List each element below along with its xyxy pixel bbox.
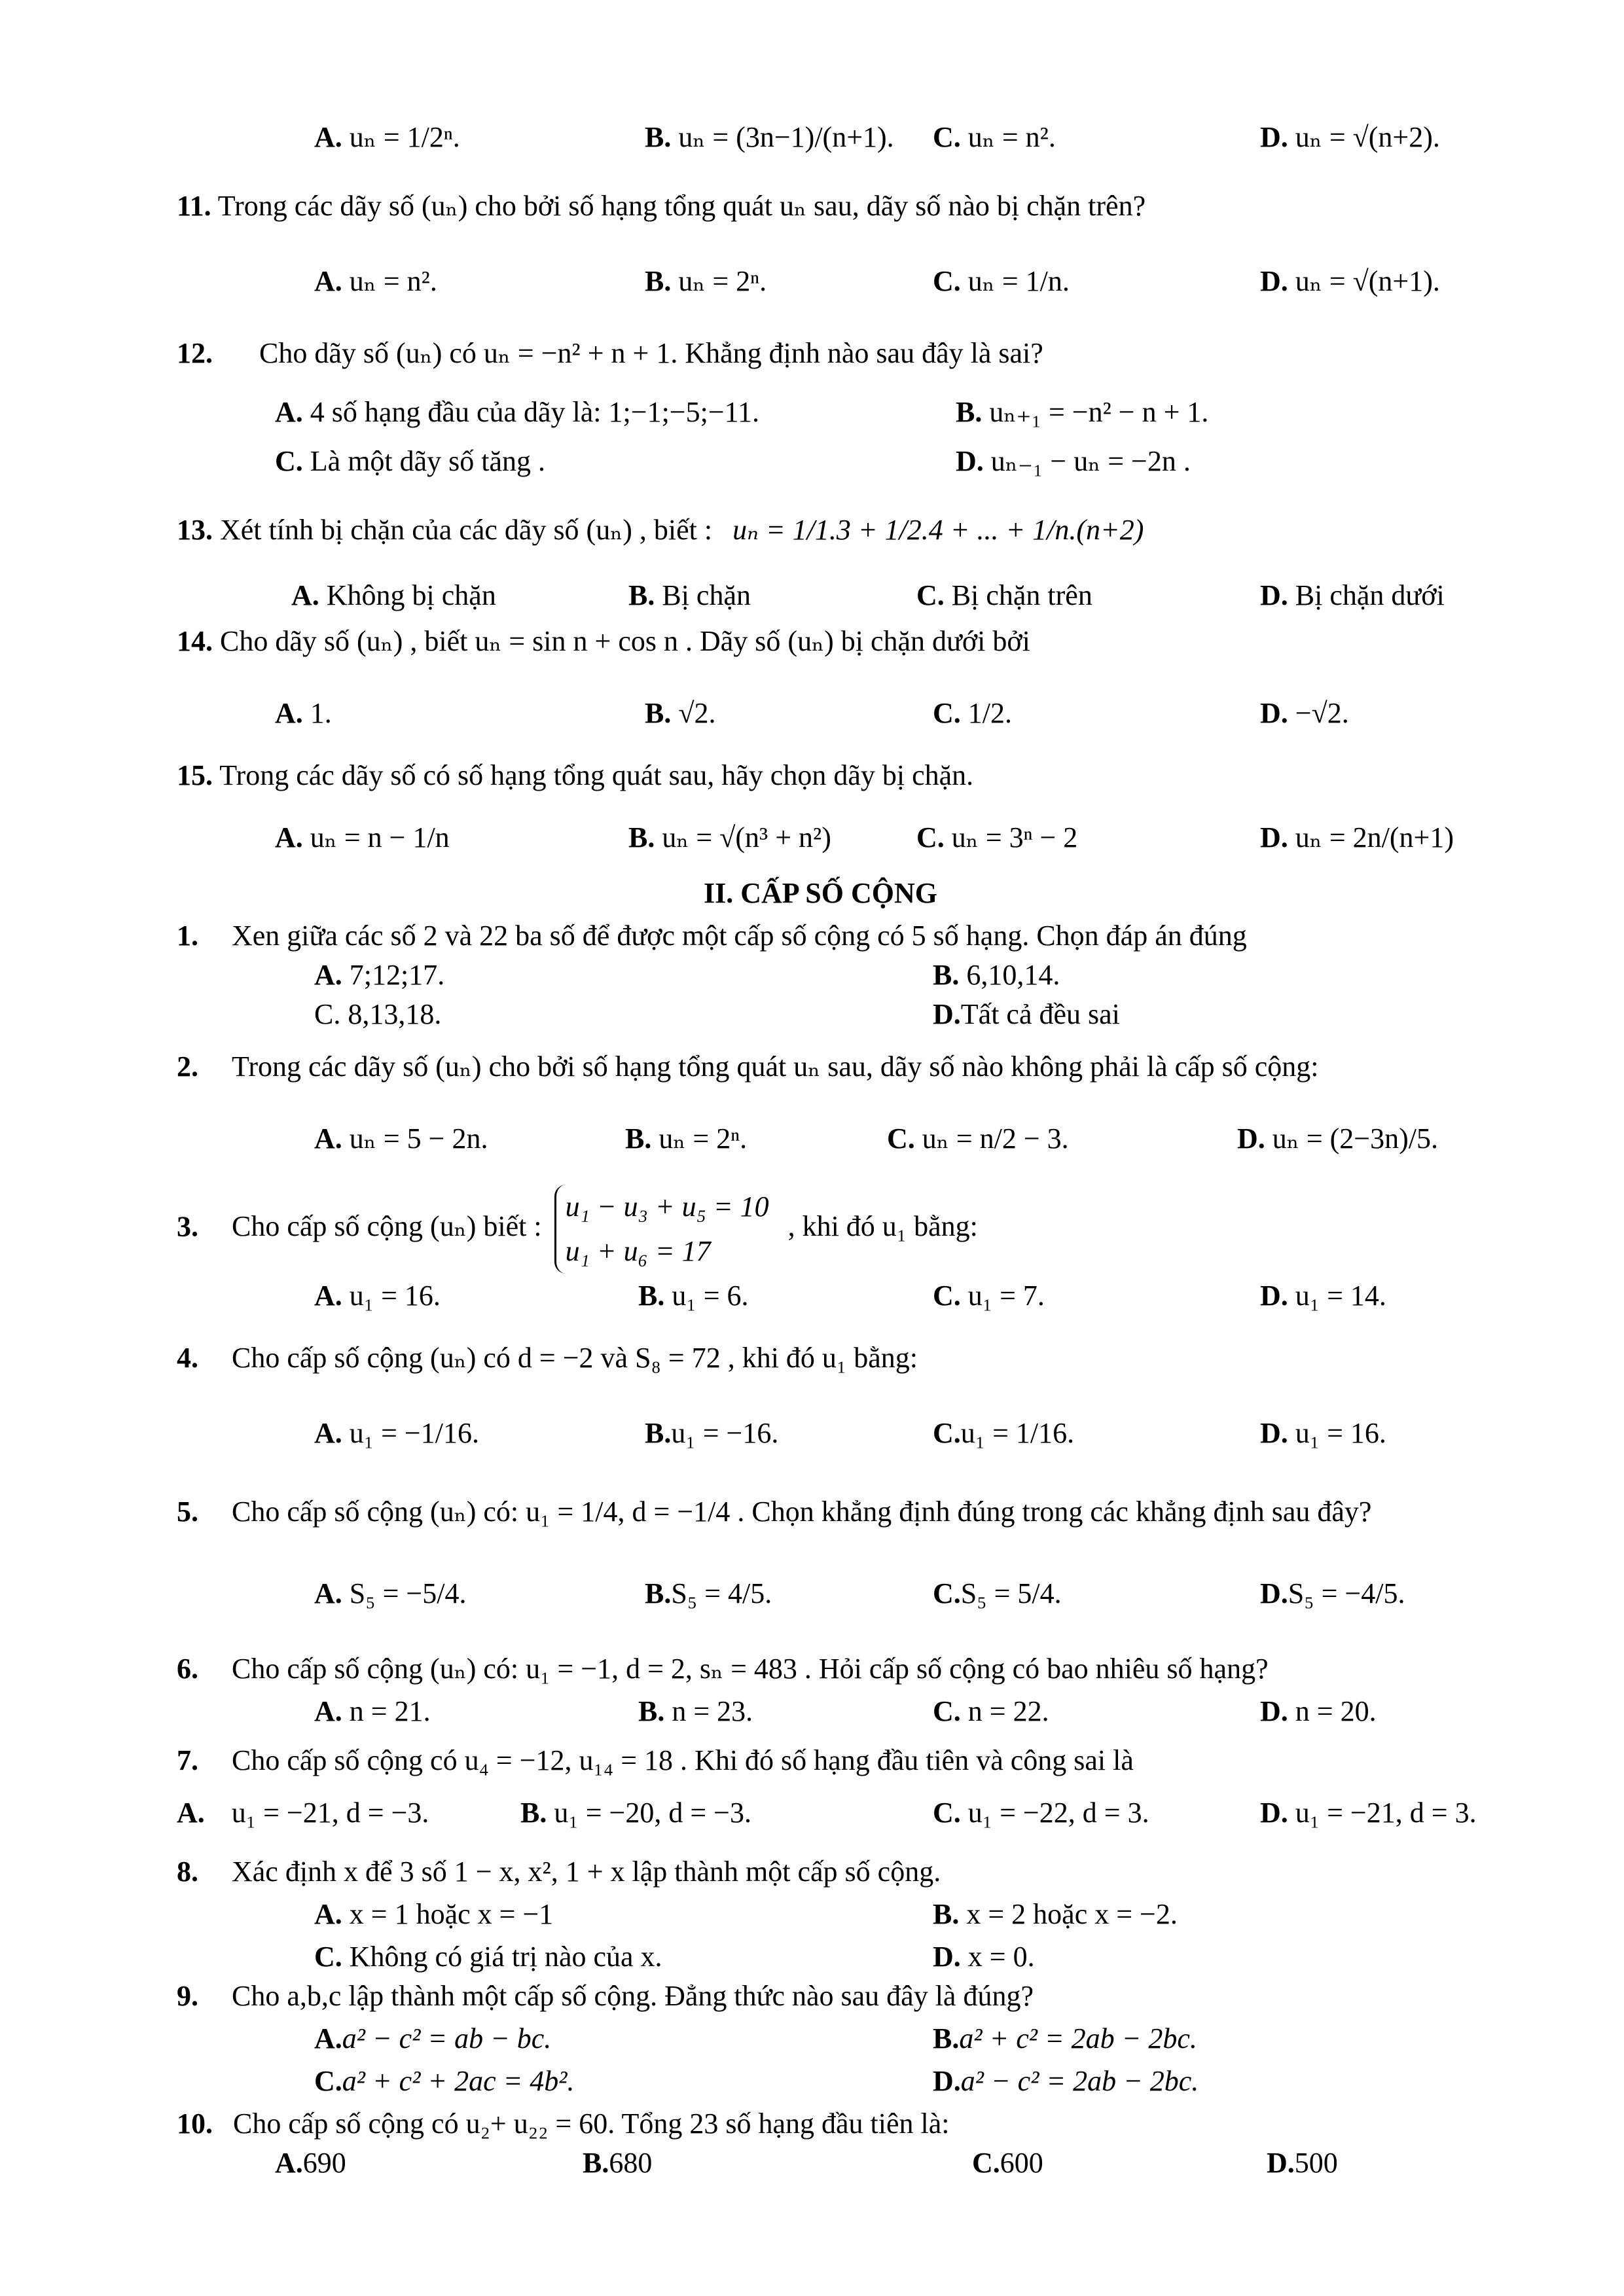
option-a: A.690: [275, 2147, 346, 2179]
option-c-text: n = 22.: [967, 1695, 1049, 1727]
option-c: C. u₁ = −22, d = 3.: [933, 1797, 1149, 1829]
equation-line-1: u₁ − u₃ + u₅ = 10: [565, 1191, 769, 1223]
option-b-text: Bị chặn: [662, 579, 751, 611]
question-12: 12. Cho dãy số (uₙ) có uₙ = −n² + n + 1. Khẳng định nào sau đây là sai?: [177, 337, 1043, 369]
option-c-text: 1/2.: [967, 697, 1013, 729]
option-b: B. u₁ = −20, d = −3.: [520, 1797, 751, 1829]
question-13: 13. Xét tính bị chặn của các dãy số (uₙ) , biết : uₙ = 1/1.3 + 1/2.4 + ... + 1/n.(n+2): [177, 514, 1144, 546]
question-14: 14. Cho dãy số (uₙ) , biết uₙ = sin n + cos n . Dãy số (uₙ) bị chặn dưới bởi: [177, 625, 1030, 657]
option-b-text: uₙ = √(n³ + n²): [662, 821, 831, 853]
option-b-text: uₙ = (3n−1)/(n+1).: [678, 121, 894, 153]
question-3: 3. Cho cấp số cộng (uₙ) biết : u₁ − u₃ + u₅ = 10 u₁ + u₆ = 17 , khi đó u₁ bằng:: [177, 1185, 978, 1274]
question-text: Cho cấp số cộng (uₙ) biết :: [232, 1210, 542, 1243]
option-b: B. u₁ = 6.: [638, 1280, 749, 1312]
option-b: B.S₅ = 4/5.: [645, 1577, 772, 1609]
option-d-text: a² − c² = 2ab − 2bc.: [960, 2065, 1199, 2097]
option-b: B.u₁ = −16.: [645, 1417, 779, 1449]
option-b: B.680: [583, 2147, 653, 2179]
question-text: Cho a,b,c lập thành một cấp số cộng. Đẳng thức nào sau đây là đúng?: [232, 1980, 1034, 2012]
option-b: B. Bị chặn: [628, 579, 751, 611]
question-1: 1. Xen giữa các số 2 và 22 ba số để được một cấp số cộng có 5 số hạng. Chọn đáp án đúng: [177, 920, 1247, 952]
option-c: C. 8,13,18.: [314, 998, 442, 1030]
option-a-text: n = 21.: [349, 1695, 431, 1727]
question-text: Trong các dãy số có số hạng tổng quát sau, hãy chọn dãy bị chặn.: [219, 759, 974, 791]
option-c: C. uₙ = 1/n.: [933, 265, 1070, 297]
option-c: C.S₅ = 5/4.: [933, 1577, 1062, 1609]
option-a: A. x = 1 hoặc x = −1: [314, 1898, 554, 1930]
option-a-text: uₙ = 1/2ⁿ.: [349, 121, 460, 153]
option-c-text: a² + c² + 2ac = 4b².: [342, 2065, 575, 2097]
option-a-text: 4 số hạng đầu của dãy là: 1;−1;−5;−11.: [310, 396, 760, 428]
option-c-text: uₙ = 1/n.: [967, 265, 1070, 297]
option-d: D. uₙ = 2n/(n+1): [1260, 821, 1454, 853]
option-d: D. u₁ = 16.: [1260, 1417, 1386, 1449]
option-d: D.a² − c² = 2ab − 2bc.: [933, 2065, 1199, 2097]
option-a: A. 1.: [275, 697, 332, 729]
option-a-text: 7;12;17.: [349, 959, 445, 991]
option-a: A. u₁ = 16.: [314, 1280, 441, 1312]
option-b-text: n = 23.: [672, 1695, 753, 1727]
option-d-text: uₙ₋₁ − uₙ = −2n .: [990, 445, 1191, 477]
option-a: A. S₅ = −5/4.: [314, 1577, 467, 1609]
option-c-text: Là một dãy số tăng .: [310, 445, 546, 477]
option-b-text: 6,10,14.: [966, 959, 1060, 991]
question-text: Trong các dãy số (uₙ) cho bởi số hạng tổng quát uₙ sau, dãy số nào bị chặn trên?: [217, 190, 1146, 222]
option-d-text: S₅ = −4/5.: [1288, 1577, 1405, 1609]
option-d-text: uₙ = 2n/(n+1): [1295, 821, 1454, 853]
question-6: 6. Cho cấp số cộng (uₙ) có: u₁ = −1, d = 2, sₙ = 483 . Hỏi cấp số cộng có bao nhiêu số hạng?: [177, 1653, 1269, 1685]
option-a: A. Không bị chặn: [291, 579, 496, 611]
option-c: C. 1/2.: [933, 697, 1013, 729]
option-b: B. 6,10,14.: [933, 959, 1060, 991]
option-b: B. uₙ = √(n³ + n²): [628, 821, 831, 853]
question-4: 4. Cho cấp số cộng (uₙ) có d = −2 và S₈ = 72 , khi đó u₁ bằng:: [177, 1342, 918, 1374]
option-a-text: S₅ = −5/4.: [349, 1577, 467, 1609]
option-c-text: uₙ = n/2 − 3.: [922, 1122, 1069, 1155]
option-c: C. uₙ = 3ⁿ − 2: [916, 821, 1078, 853]
option-a: A. uₙ = 1/2ⁿ.: [314, 121, 460, 153]
option-b-text: uₙ = 2ⁿ.: [659, 1122, 748, 1155]
question-text: Xét tính bị chặn của các dãy số (uₙ) , biết :: [220, 514, 713, 546]
question-text: Cho cấp số cộng (uₙ) có: u₁ = −1, d = 2, sₙ = 483 . Hỏi cấp số cộng có bao nhiêu số hạng?: [232, 1653, 1269, 1685]
option-c: C. n = 22.: [933, 1695, 1049, 1727]
question-15: 15. Trong các dãy số có số hạng tổng quát sau, hãy chọn dãy bị chặn.: [177, 759, 974, 791]
option-b-text: u₁ = −20, d = −3.: [554, 1797, 751, 1829]
question-text: Cho dãy số (uₙ) có uₙ = −n² + n + 1. Khẳng định nào sau đây là sai?: [259, 337, 1043, 369]
question-text: Cho dãy số (uₙ) , biết uₙ = sin n + cos n . Dãy số (uₙ) bị chặn dưới bởi: [220, 625, 1030, 657]
section-title: II. CẤP SỐ CỘNG: [704, 877, 937, 909]
option-c: C. uₙ = n².: [933, 121, 1056, 153]
option-d-text: 500: [1294, 2147, 1338, 2179]
option-b-text: S₅ = 4/5.: [671, 1577, 772, 1609]
option-a: A. 4 số hạng đầu của dãy là: 1;−1;−5;−11.: [275, 396, 760, 428]
option-b-text: u₁ = 6.: [672, 1280, 749, 1312]
option-a: A. u₁ = −21, d = −3.: [177, 1797, 429, 1829]
option-b: B. x = 2 hoặc x = −2.: [933, 1898, 1178, 1930]
option-b: B. uₙ = 2ⁿ.: [645, 265, 767, 297]
option-b-text: uₙ = 2ⁿ.: [678, 265, 767, 297]
equation-system: [554, 1185, 769, 1274]
option-d: D. u₁ = −21, d = 3.: [1260, 1797, 1477, 1829]
option-b: B. n = 23.: [638, 1695, 753, 1727]
option-d: D. uₙ = √(n+1).: [1260, 265, 1440, 297]
option-d: D. x = 0.: [933, 1941, 1035, 1973]
option-b-text: u₁ = −16.: [671, 1417, 779, 1449]
option-c-text: u₁ = −22, d = 3.: [967, 1797, 1149, 1829]
option-c: C. uₙ = n/2 − 3.: [887, 1122, 1069, 1155]
option-a: A. uₙ = 5 − 2n.: [314, 1122, 488, 1155]
question-text: Trong các dãy số (uₙ) cho bởi số hạng tổng quát uₙ sau, dãy số nào không phải là cấp số cộng:: [232, 1050, 1319, 1083]
option-d-text: Tất cả đều sai: [960, 998, 1120, 1030]
option-d-text: uₙ = √(n+2).: [1295, 121, 1440, 153]
option-c: C. Là một dãy số tăng .: [275, 445, 546, 477]
option-d-text: n = 20.: [1295, 1695, 1377, 1727]
option-a-text: uₙ = n².: [349, 265, 437, 297]
option-d: D. −√2.: [1260, 697, 1349, 729]
option-c: C.a² + c² + 2ac = 4b².: [314, 2065, 575, 2097]
option-d-text: u₁ = 14.: [1295, 1280, 1386, 1312]
option-c-text: u₁ = 1/16.: [960, 1417, 1075, 1449]
question-text: Cho cấp số cộng có u₄ = −12, u₁₄ = 18 . Khi đó số hạng đầu tiên và công sai là: [232, 1744, 1134, 1776]
option-d: D. Bị chặn dưới: [1260, 579, 1445, 611]
question-text: Cho cấp số cộng có u₂+ u₂₂ = 60. Tổng 23 số hạng đầu tiên là:: [233, 2108, 950, 2140]
option-c-text: uₙ = 3ⁿ − 2: [951, 821, 1078, 853]
option-a-text: 690: [302, 2147, 346, 2179]
option-d: D.500: [1267, 2147, 1338, 2179]
question-text: Cho cấp số cộng (uₙ) có: u₁ = 1/4, d = −1/4 . Chọn khẳng định đúng trong các khẳng định sau đây?: [232, 1496, 1372, 1528]
option-c: C.600: [972, 2147, 1043, 2179]
option-b-text: 680: [609, 2147, 653, 2179]
option-d: D.S₅ = −4/5.: [1260, 1577, 1405, 1609]
option-b: B. √2.: [645, 697, 716, 729]
question-9: 9. Cho a,b,c lập thành một cấp số cộng. Đẳng thức nào sau đây là đúng?: [177, 1980, 1034, 2012]
option-a-text: a² − c² = ab − bc.: [342, 2022, 552, 2054]
question-7: 7. Cho cấp số cộng có u₄ = −12, u₁₄ = 18 . Khi đó số hạng đầu tiên và công sai là: [177, 1744, 1134, 1776]
equation-line-2: u₁ + u₆ = 17: [565, 1235, 711, 1268]
question-text: Xác định x để 3 số 1 − x, x², 1 + x lập thành một cấp số cộng.: [232, 1856, 941, 1888]
option-b: B. uₙ₊₁ = −n² − n + 1.: [956, 396, 1209, 428]
option-d: D. uₙ = √(n+2).: [1260, 121, 1440, 153]
question-text-tail: , khi đó u₁ bằng:: [787, 1210, 978, 1243]
option-b: B.a² + c² = 2ab − 2bc.: [933, 2022, 1197, 2054]
option-d-text: uₙ = (2−3n)/5.: [1272, 1122, 1438, 1155]
question-2: 2. Trong các dãy số (uₙ) cho bởi số hạng tổng quát uₙ sau, dãy số nào không phải là cấp số cộng:: [177, 1050, 1319, 1083]
option-c: C. Bị chặn trên: [916, 579, 1092, 611]
option-c-text: uₙ = n².: [967, 121, 1056, 153]
option-c: C.u₁ = 1/16.: [933, 1417, 1075, 1449]
option-d-text: u₁ = 16.: [1295, 1417, 1386, 1449]
option-d: D. u₁ = 14.: [1260, 1280, 1386, 1312]
option-a: A. uₙ = n².: [314, 265, 437, 297]
option-b-text: x = 2 hoặc x = −2.: [966, 1898, 1178, 1930]
option-d: D. uₙ₋₁ − uₙ = −2n .: [956, 445, 1191, 477]
option-b-text: a² + c² = 2ab − 2bc.: [959, 2022, 1197, 2054]
option-d-text: x = 0.: [967, 1941, 1035, 1973]
option-a-text: x = 1 hoặc x = −1: [349, 1898, 554, 1930]
question-8: 8. Xác định x để 3 số 1 − x, x², 1 + x lập thành một cấp số cộng.: [177, 1856, 941, 1888]
option-d: D.Tất cả đều sai: [933, 998, 1120, 1030]
option-d: D. n = 20.: [1260, 1695, 1377, 1727]
option-a-text: 1.: [310, 697, 332, 729]
option-d-text: u₁ = −21, d = 3.: [1295, 1797, 1477, 1829]
question-10: 10. Cho cấp số cộng có u₂+ u₂₂ = 60. Tổng 23 số hạng đầu tiên là:: [177, 2108, 950, 2140]
option-a-text: uₙ = n − 1/n: [310, 821, 450, 853]
option-a: A. uₙ = n − 1/n: [275, 821, 450, 853]
question-text: Cho cấp số cộng (uₙ) có d = −2 và S₈ = 72 , khi đó u₁ bằng:: [232, 1342, 918, 1374]
option-c-text: u₁ = 7.: [967, 1280, 1045, 1312]
option-a: A. n = 21.: [314, 1695, 431, 1727]
option-d-text: Bị chặn dưới: [1295, 579, 1445, 611]
option-a: A. 7;12;17.: [314, 959, 445, 991]
option-a-text: u₁ = −1/16.: [349, 1417, 479, 1449]
option-a: A. u₁ = −1/16.: [314, 1417, 479, 1449]
question-formula: uₙ = 1/1.3 + 1/2.4 + ... + 1/n.(n+2): [732, 514, 1144, 546]
option-d-text: −√2.: [1295, 697, 1349, 729]
option-a-text: uₙ = 5 − 2n.: [349, 1122, 488, 1155]
option-a-text: Không bị chặn: [326, 579, 496, 611]
question-5: 5. Cho cấp số cộng (uₙ) có: u₁ = 1/4, d = −1/4 . Chọn khẳng định đúng trong các khẳng định sau đây?: [177, 1496, 1372, 1528]
question-text: Xen giữa các số 2 và 22 ba số để được một cấp số cộng có 5 số hạng. Chọn đáp án đúng: [232, 920, 1247, 952]
option-c: C. Không có giá trị nào của x.: [314, 1941, 662, 1973]
option-b: B. uₙ = (3n−1)/(n+1).: [645, 121, 894, 153]
option-c-text: S₅ = 5/4.: [960, 1577, 1062, 1609]
question-11: 11. Trong các dãy số (uₙ) cho bởi số hạng tổng quát uₙ sau, dãy số nào bị chặn trên?: [177, 190, 1146, 222]
option-c-text: Bị chặn trên: [951, 579, 1092, 611]
option-c: C. u₁ = 7.: [933, 1280, 1045, 1312]
option-c-text: 600: [1000, 2147, 1043, 2179]
option-a-text: u₁ = −21, d = −3.: [231, 1797, 429, 1829]
option-d-text: uₙ = √(n+1).: [1295, 265, 1440, 297]
option-c-text: 8,13,18.: [348, 998, 442, 1030]
option-d: D. uₙ = (2−3n)/5.: [1237, 1122, 1438, 1155]
option-b-text: uₙ₊₁ = −n² − n + 1.: [989, 396, 1209, 428]
option-a: A.a² − c² = ab − bc.: [314, 2022, 552, 2054]
option-c-text: Không có giá trị nào của x.: [349, 1941, 662, 1973]
option-b: B. uₙ = 2ⁿ.: [625, 1122, 748, 1155]
option-b-text: √2.: [678, 697, 716, 729]
option-a-text: u₁ = 16.: [349, 1280, 441, 1312]
